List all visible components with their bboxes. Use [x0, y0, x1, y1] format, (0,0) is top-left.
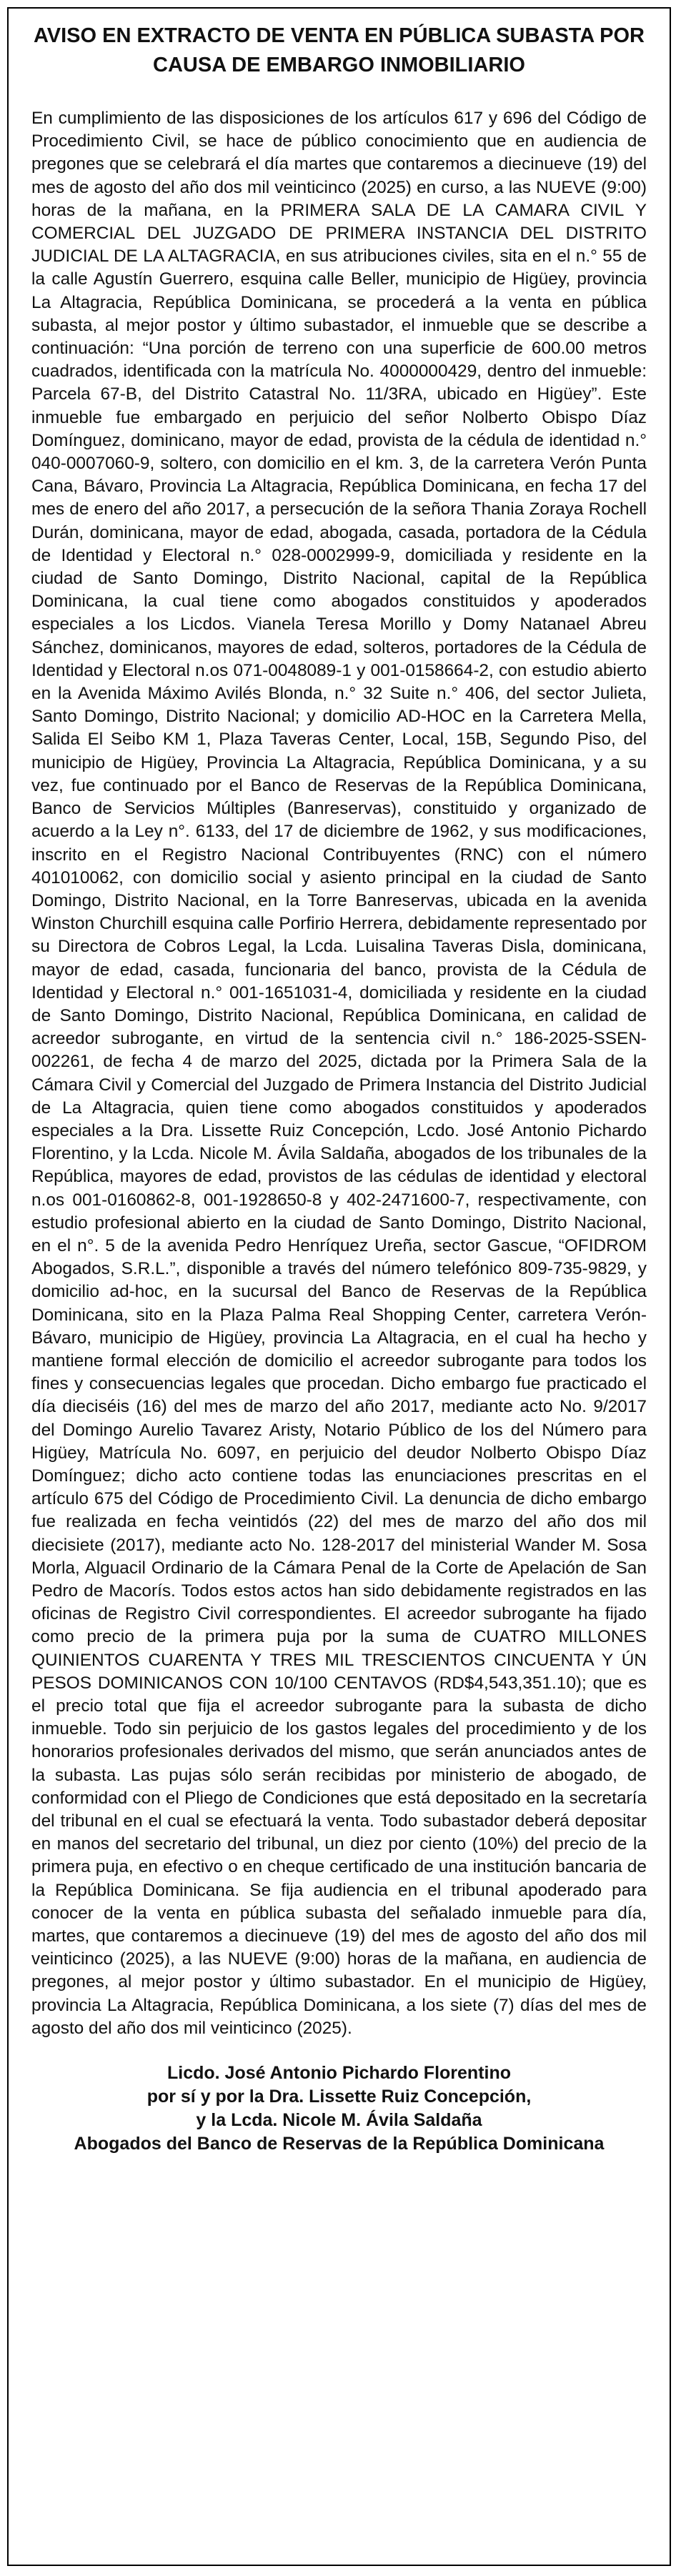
legal-notice: [7, 7, 671, 2566]
signature-line-2: por sí y por la Dra. Lissette Ruiz Concepción,: [146, 2087, 532, 2107]
signature-line-1: Licdo. José Antonio Pichardo Florentino: [166, 2063, 512, 2084]
notice-title: AVISO EN EXTRACTO DE VENTA EN PÚBLICA SUBASTA POR CAUSA DE EMBARGO INMOBILIARIO: [33, 24, 645, 76]
signature-block: [31, 2062, 647, 2156]
signature-line-4: Abogados del Banco de Reservas de la República Dominicana: [74, 2134, 605, 2154]
signature-line-3: y la Lcda. Nicole M. Ávila Saldaña: [196, 2110, 482, 2131]
notice-body: En cumplimiento de las disposiciones de los artículos 617 y 696 del Código de Procedimiento Civil, se hace de público conocimiento que en audiencia de pregones que se celebrará el día martes que contaremos a diecinueve (19) del mes de agosto del año dos mil veinticinco (2025) en curso, a las NUEVE (9:00) horas de la mañana, en la PRIMERA SALA DE LA CAMARA CIVIL Y COMERCIAL DEL JUZGADO DE PRIMERA INSTANCIA DEL DISTRITO JUDICIAL DE LA ALTAGRACIA, en sus atribuciones civiles, sita en el n.° 55 de la calle Agustín Guerrero, esquina calle Beller, municipio de Higüey, provincia La Altagracia, República Dominicana, se procederá a la venta en pública subasta, al mejor postor y último subastador, el inmueble que se describe a continuación: “Una porción de terreno con una superficie de 600.00 metros cuadrados, identificada con la matrícula No. 4000000429, dentro del inmueble: Parcela 67-B, del Distrito Catastral No. 11/3RA, ubicado en Higüey”. Este inmueble fue embargado en perjuicio del señor Nolberto Obispo Díaz Domínguez, dominicano, mayor de edad, provista de la cédula de identidad n.° 040-0007060-9, soltero, con domicilio en el km. 3, de la carretera Verón Punta Cana, Bávaro, Provincia La Altagracia, República Dominicana, en fecha 17 del mes de enero del año 2017, a persecución de la señora Thania Zoraya Rochell Durán, dominicana, mayor de edad, abogada, casada, portadora de la Cédula de Identidad y Electoral n.° 028-0002999-9, domiciliada y residente en la ciudad de Santo Domingo, Distrito Nacional, capital de la República Dominicana, la cual tiene como abogados constituidos y apoderados especiales a los Licdos. Vianela Teresa Morillo y Domy Natanael Abreu Sánchez, dominicanos, mayores de edad, solteros, portadores de la Cédula de Identidad y Electoral n.os 071-0048089-1 y 001-0158664-2, con estudio abierto en la Avenida Máximo Avilés Blonda, n.° 32 Suite n.° 406, del sector Julieta, Santo Domingo, Distrito Nacional; y domicilio AD-HOC en la Carretera Mella, Salida El Seibo KM 1, Plaza Taveras Center, Local, 15B, Segundo Piso, del municipio de Higüey, Provincia La Altagracia, República Dominicana, y a su vez, fue continuado por el Banco de Reservas de la República Dominicana, Banco de Servicios Múltiples (Banreservas), constituido y organizado de acuerdo a la Ley n°. 6133, del 17 de diciembre de 1962, y sus modificaciones, inscrito en el Registro Nacional Contribuyentes (RNC) con el número 401010062, con domicilio social y asiento principal en la ciudad de Santo Domingo, Distrito Nacional, en la Torre Banreservas, ubicada en la avenida Winston Churchill esquina calle Porfirio Herrera, debidamente representado por su Directora de Cobros Legal, la Lcda. Luisalina Taveras Disla, dominicana, mayor de edad, casada, funcionaria del banco, provista de la Cédula de Identidad y Electoral n.° 001-1651031-4, domiciliada y residente en la ciudad de Santo Domingo, Distrito Nacional, República Dominicana, en calidad de acreedor subrogante, en virtud de la sentencia civil n.° 186-2025-SSEN-002261, de fecha 4 de marzo del 2025, dictada por la Primera Sala de la Cámara Civil y Comercial del Juzgado de Primera Instancia del Distrito Judicial de La Altagracia, quien tiene como abogados constituidos y apoderados especiales a la Dra. Lissette Ruiz Concepción, Lcdo. José Antonio Pichardo Florentino, y la Lcda. Nicole M. Ávila Saldaña, abogados de los tribunales de la República, mayores de edad, provistos de las cédulas de identidad y electoral n.os 001-0160862-8, 001-1928650-8 y 402-2471600-7, respectivamente, con estudio profesional abierto en la ciudad de Santo Domingo, Distrito Nacional, en el n°. 5 de la avenida Pedro Henríquez Ureña, sector Gascue, “OFIDROM Abogados, S.R.L.”, disponible a través del número telefónico 809-735-9829, y domicilio ad-hoc, en la sucursal del Banco de Reservas de la República Dominicana, sito en la Plaza Palma Real Shopping Center, carretera Verón-Bávaro, municipio de Higüey, provincia La Altagracia, en el cual ha hecho y mantiene formal elección de domicilio el acreedor subrogante para todos los fines y consecuencias legales que procedan. Dicho embargo fue practicado el día dieciséis (16) del mes de marzo del año 2017, mediante acto No. 9/2017 del Domingo Aurelio Tavarez Aristy, Notario Público de los del Número para Higüey, Matrícula No. 6097, en perjuicio del deudor Nolberto Obispo Díaz Domínguez; dicho acto contiene todas las enunciaciones prescritas en el artículo 675 del Código de Procedimiento Civil. La denuncia de dicho embargo fue realizada en fecha veintidós (22) del mes de marzo del año dos mil diecisiete (2017), mediante acto No. 128-2017 del ministerial Wander M. Sosa Morla, Alguacil Ordinario de la Cámara Penal de la Corte de Apelación de San Pedro de Macorís. Todos estos actos han sido debidamente registrados en las oficinas de Registro Civil correspondientes. El acreedor subrogante ha fijado como precio de la primera puja por la suma de CUATRO MILLONES QUINIENTOS CUARENTA Y TRES MIL TRESCIENTOS CINCUENTA Y ÚN PESOS DOMINICANOS CON 10/100 CENTAVOS (RD$4,543,351.10); que es el precio total que fija el acreedor subrogante para la subasta de dicho inmueble. Todo sin perjuicio de los gastos legales del procedimiento y de los honorarios profesionales derivados del mismo, que serán anunciados antes de la subasta. Las pujas sólo serán recibidas por ministerio de abogado, de conformidad con el Pliego de Condiciones que está depositado en la secretaría del tribunal en el cual se efectuará la venta. Todo subastador deberá depositar en manos del secretario del tribunal, un diez por ciento (10%) del precio de la primera puja, en efectivo o en cheque certificado de una institución bancaria de la República Dominicana. Se fija audiencia en el tribunal apoderado para conocer de la venta en pública subasta del señalado inmueble para día, martes, que contaremos a diecinueve (19) del mes de agosto del año dos mil veinticinco (2025), a las NUEVE (9:00) horas de la mañana, en audiencia de pregones, al mejor postor y último subastador. En el municipio de Higüey, provincia La Altagracia, República Dominicana, a los siete (7) días del mes de agosto del año dos mil veinticinco (2025).: [31, 109, 647, 2038]
